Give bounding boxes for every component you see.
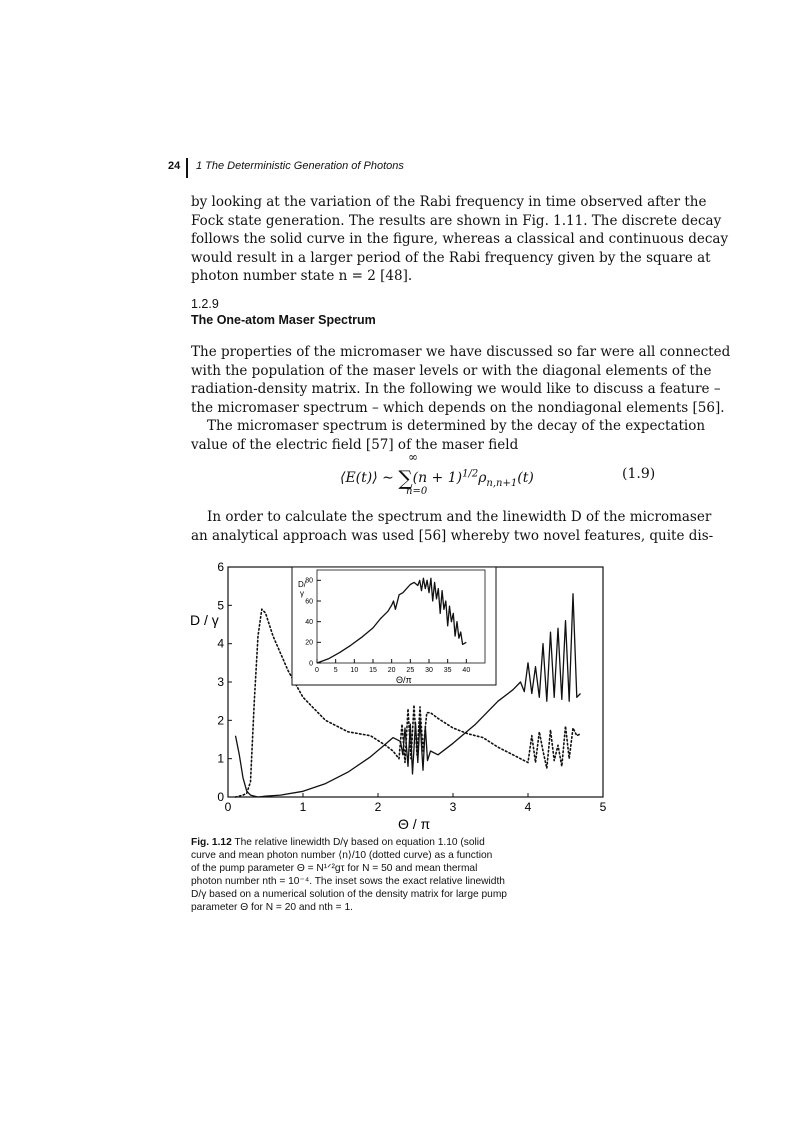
equation-lhs: ⟨E(t)⟩ ∼ — [340, 470, 394, 486]
text-line: photon number state n = 2 [48]. — [191, 268, 413, 284]
inset-y-axis-label-gamma: γ — [300, 589, 304, 598]
text-line: an analytical approach was used [56] whereby two novel features, quite dis- — [191, 527, 714, 544]
paragraph-1 — [191, 193, 729, 286]
caption-line: photon number nth = 10⁻⁴. The inset sows the exact relative linewidth — [191, 876, 505, 887]
main-x-tick-label: 1 — [299, 800, 307, 814]
text-line: The properties of the micromaser we have discussed so far were all connected — [191, 344, 731, 360]
inset-x-tick-label: 5 — [333, 667, 338, 674]
text-line: Fock state generation. The results are shown in Fig. 1.11. The discrete decay — [191, 212, 722, 229]
equation-rhs: (n + 1) — [412, 470, 463, 486]
caption-line: D/γ based on a numerical solution of the density matrix for large pump — [191, 889, 507, 900]
sum-upper-limit: ∞ — [408, 450, 418, 464]
running-title: 1 The Deterministic Generation of Photons — [196, 160, 404, 172]
main-x-axis-label: Θ / π — [398, 816, 431, 832]
inset-y-tick-label: 0 — [309, 660, 313, 668]
main-y-tick-label: 1 — [217, 751, 224, 766]
inset-y-tick-label: 20 — [305, 639, 313, 647]
caption-line: parameter Θ for N = 20 and nth = 1. — [191, 902, 353, 913]
text-line: by looking at the variation of the Rabi frequency in time observed after the — [191, 194, 707, 210]
main-y-tick-label: 2 — [217, 713, 224, 728]
text-line: follows the solid curve in the figure, whereas a classical and continuous decay — [191, 231, 729, 247]
main-y-tick-label: 3 — [217, 675, 224, 689]
inset-y-axis-label: D/ — [298, 580, 306, 589]
main-y-tick-label: 0 — [217, 790, 224, 804]
paragraph-3 — [191, 417, 706, 454]
sum-lower-limit: n=0 — [406, 486, 428, 497]
summation-sign: ∑ — [398, 466, 413, 490]
main-y-tick-label: 6 — [217, 560, 224, 574]
header-divider — [186, 158, 188, 178]
inset-y-tick-label: 80 — [305, 577, 313, 585]
inset-x-tick-label: 15 — [369, 667, 377, 674]
inset-y-tick-label: 60 — [305, 598, 313, 606]
section-number: 1.2.9 — [191, 297, 219, 311]
text-line: The micromaser spectrum is determined by the decay of the expectation — [207, 418, 706, 434]
inset-y-tick-label: 40 — [305, 619, 313, 626]
text-line: the micromaser spectrum – which depends on the nondiagonal elements [56]. — [191, 399, 725, 416]
figure-1-12 — [180, 555, 620, 839]
text-line: would result in a larger period of the Rabi frequency given by the square at — [191, 249, 711, 266]
inset-x-tick-label: 35 — [443, 667, 452, 674]
inset-x-tick-label: 10 — [350, 667, 359, 674]
inset-x-tick-label: 30 — [425, 667, 433, 674]
text-line: radiation-density matrix. In the following we would like to discuss a feature – — [191, 381, 721, 397]
equation-1-9 — [340, 452, 660, 502]
main-y-tick-label: 5 — [217, 598, 224, 613]
page-number: 24 — [168, 160, 181, 172]
main-y-tick-label: 4 — [217, 636, 224, 651]
running-header — [168, 158, 668, 180]
equation-rho: ρ — [478, 470, 487, 486]
caption-line: curve and mean photon number ⟨n⟩/10 (dotted curve) as a function — [191, 850, 493, 861]
main-x-tick-label: 3 — [449, 800, 457, 814]
equation-argument: (t) — [517, 470, 534, 486]
text-line: with the population of the maser levels or with the diagonal elements of the — [191, 362, 712, 379]
caption-line: of the pump parameter Θ = N¹ᐟ²gτ for N = 50 and mean thermal — [191, 863, 478, 874]
linewidth-chart — [180, 555, 620, 835]
equation-number: (1.9) — [622, 466, 656, 482]
inset-x-tick-label: 20 — [387, 667, 396, 674]
section-title: The One-atom Maser Spectrum — [191, 313, 376, 327]
main-x-tick-label: 0 — [224, 800, 232, 814]
caption-line: The relative linewidth D/γ based on equation 1.10 (solid — [234, 837, 485, 848]
text-line: In order to calculate the spectrum and the linewidth D of the micromaser — [207, 509, 712, 525]
paragraph-2 — [191, 343, 731, 417]
inset-x-tick-label: 0 — [315, 667, 319, 674]
equation-rho-subscript: n,n+1 — [486, 477, 518, 489]
main-x-tick-label: 5 — [599, 800, 607, 814]
main-x-tick-label: 2 — [374, 800, 382, 814]
main-y-axis-label: D / γ — [190, 612, 219, 628]
caption-label: Fig. 1.12 — [191, 837, 232, 848]
inset-x-axis-label: Θ/π — [396, 675, 412, 685]
equation-body — [340, 466, 534, 490]
inset-x-tick-label: 40 — [462, 667, 471, 674]
figure-caption — [191, 836, 541, 914]
paragraph-4 — [191, 508, 714, 545]
main-x-tick-label: 4 — [524, 800, 532, 814]
inset-x-tick-label: 25 — [406, 667, 415, 674]
equation-exponent: 1/2 — [462, 468, 479, 480]
text-line: value of the electric field [57] of the maser field — [191, 436, 519, 453]
